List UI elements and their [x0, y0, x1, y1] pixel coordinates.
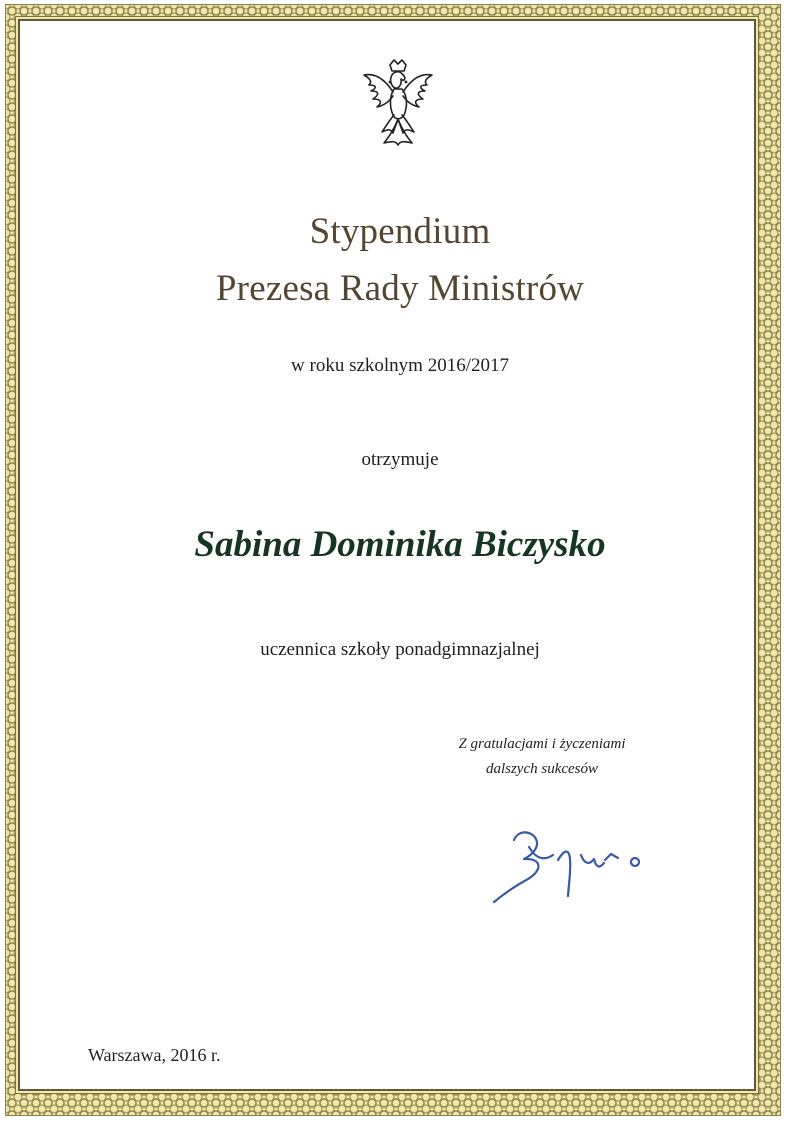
student-type-text: uczennica szkoły ponadgimnazjalnej	[260, 639, 540, 660]
certificate-title-line-1: Stypendium	[309, 211, 491, 252]
receives-text: otrzymuje	[361, 449, 439, 470]
signature-mark	[486, 815, 676, 915]
congratulations-line-1: Z gratulacjami i życzeniami	[458, 736, 626, 752]
school-year-text: w roku szkolnym 2016/2017	[291, 355, 509, 376]
certificate-title-line-2: Prezesa Rady Ministrów	[215, 268, 585, 309]
recipient-name: Sabina Dominika Biczysko	[194, 524, 606, 565]
polish-eagle-icon	[359, 57, 437, 147]
congratulations-line-2: dalszych sukcesów	[485, 761, 599, 777]
place-date-text: Warszawa, 2016 r.	[88, 1045, 221, 1065]
